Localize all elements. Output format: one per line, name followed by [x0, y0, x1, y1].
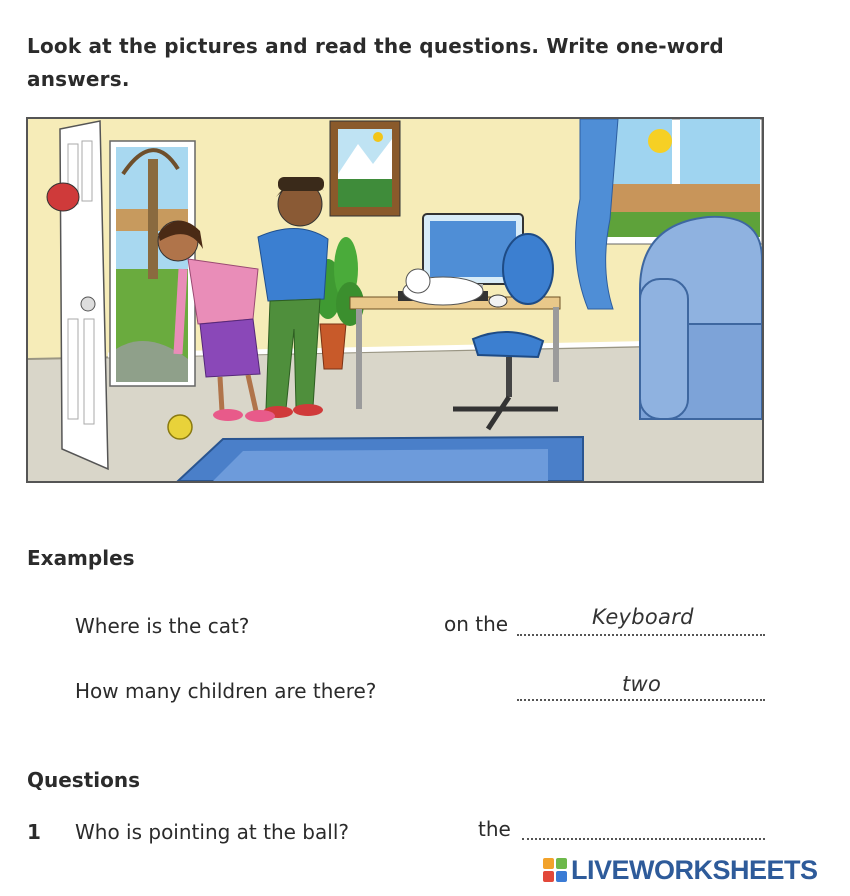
liveworksheets-wordmark: LIVEWORKSHEETS [571, 854, 818, 885]
liveworksheets-icon [543, 858, 567, 882]
question-1-answer-input[interactable] [522, 814, 769, 842]
scene-illustration [26, 117, 764, 483]
example-1-prefix: on the [444, 612, 509, 636]
example-1-question: Where is the cat? [75, 614, 250, 638]
question-1-prefix: the [478, 817, 511, 841]
example-2-answer: two [622, 672, 662, 696]
questions-heading: Questions [27, 768, 141, 792]
example-2-answer-line [517, 699, 765, 701]
liveworksheets-logo[interactable] [543, 855, 818, 885]
instruction-text: Look at the pictures and read the questions. Write one-word answers. [27, 34, 724, 91]
cropped-heading [330, 0, 460, 4]
ball [168, 415, 192, 439]
example-2-question: How many children are there? [75, 679, 377, 703]
examples-heading: Examples [27, 546, 135, 570]
question-1-number: 1 [27, 820, 41, 844]
armchair [640, 217, 762, 419]
example-1-answer: Keyboard [592, 605, 694, 629]
example-1-answer-line [517, 634, 765, 636]
room-picture [28, 119, 762, 481]
framed-picture [330, 121, 400, 216]
question-1-text: Who is pointing at the ball? [75, 820, 349, 844]
